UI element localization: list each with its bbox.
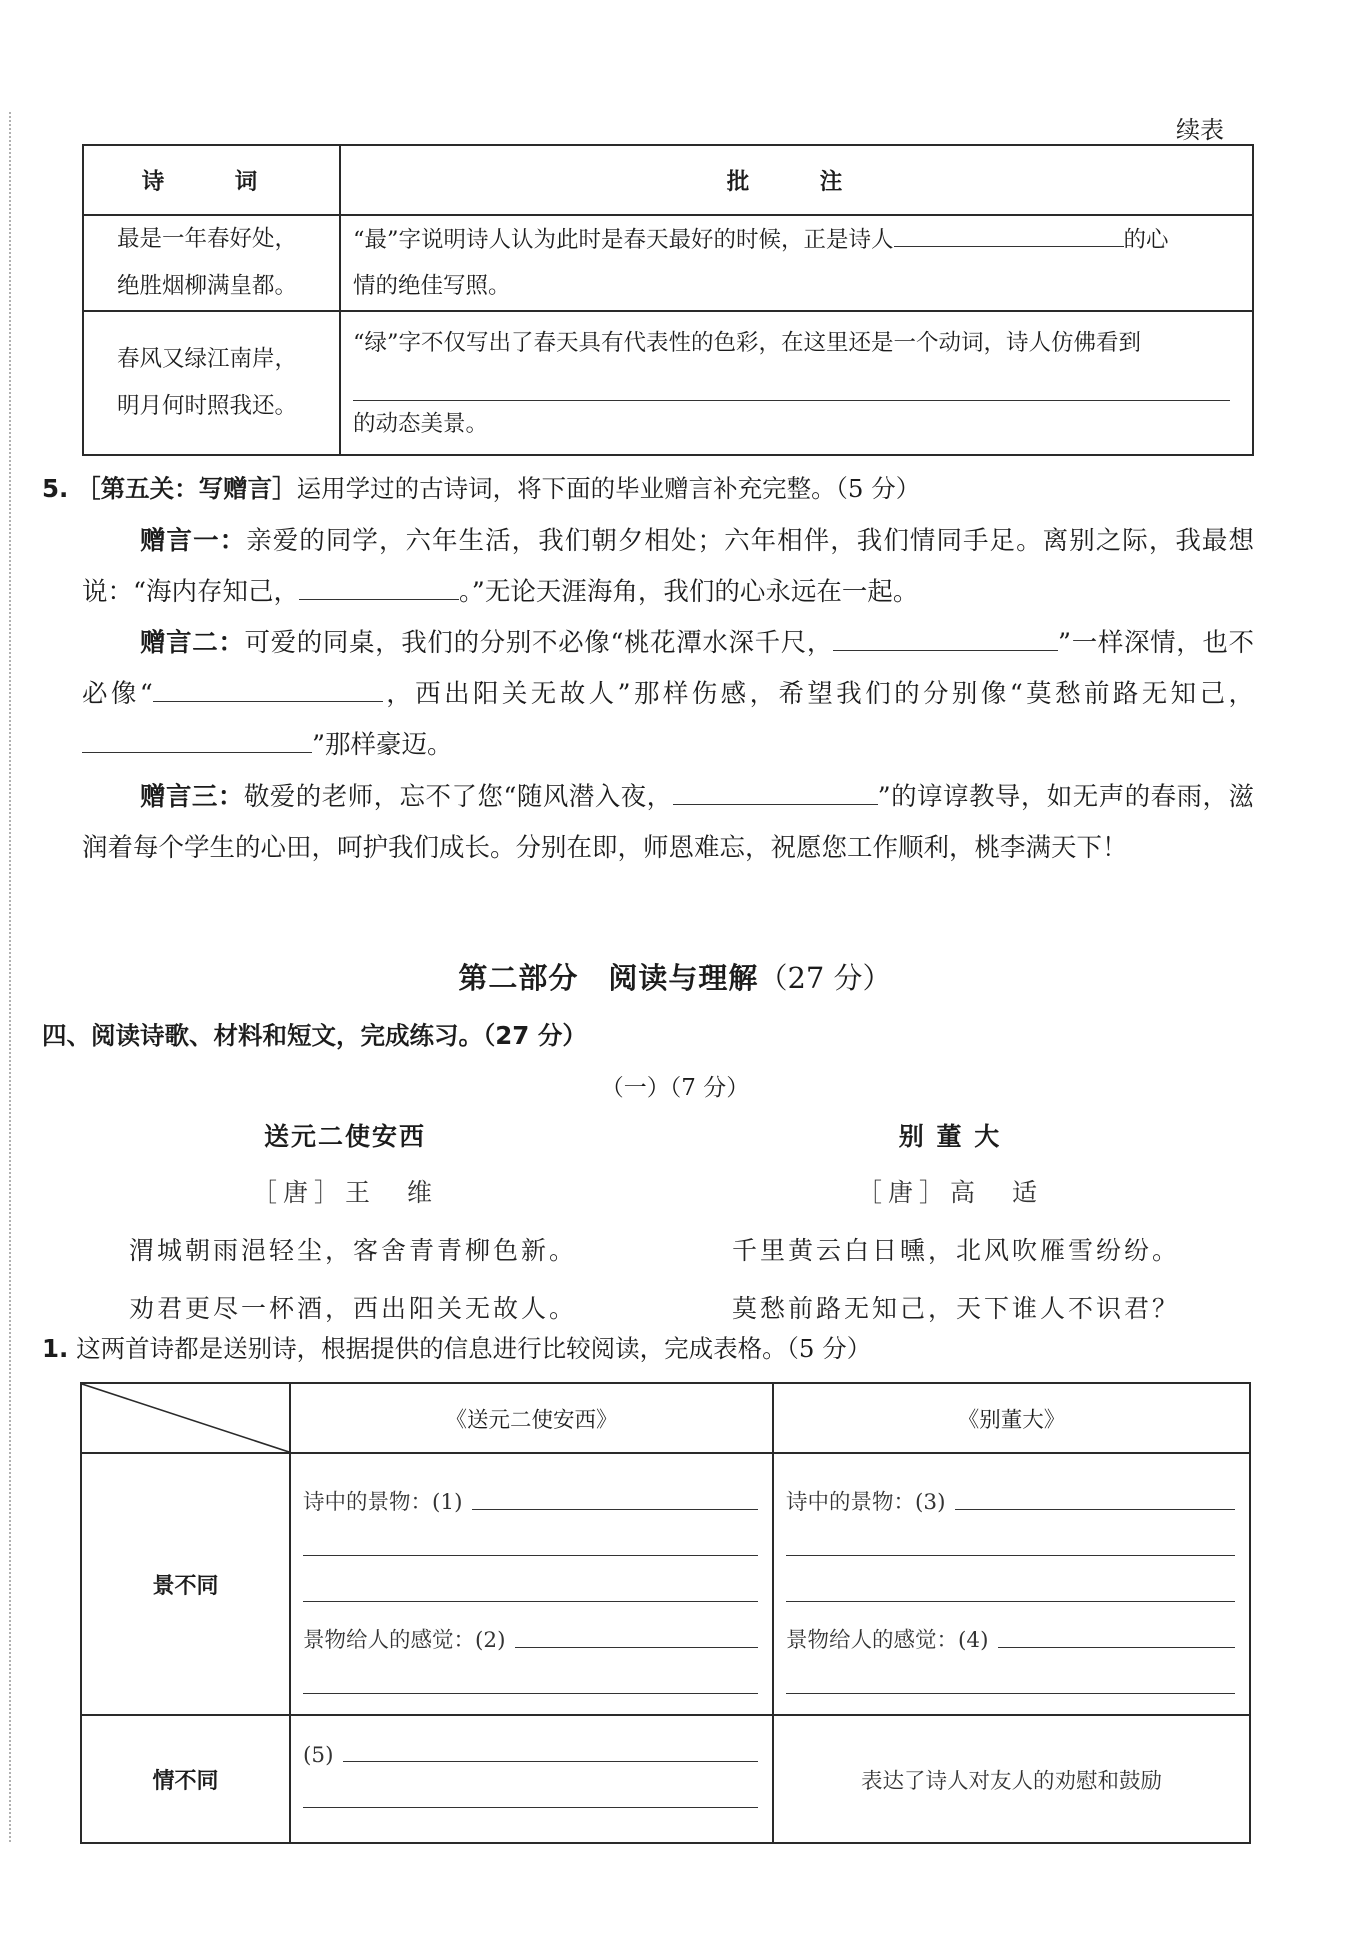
poem-line: 千里黄云白日曛，北风吹雁雪纷纷。 — [732, 1236, 1181, 1265]
answer-line[interactable] — [343, 1760, 758, 1762]
header-poem: 诗 词 — [83, 145, 340, 215]
poem-line: 莫愁前路无知己，天下谁人不识君？ — [732, 1294, 1181, 1323]
question-1: 1. 这两首诗都是送别诗，根据提供的信息进行比较阅读，完成表格。（5 分） — [42, 1334, 872, 1363]
gift-message-1: 赠言一：亲爱的同学，六年生活，我们朝夕相处；六年相伴，我们情同手足。离别之际，我最想说：“海内存知己， 。”无论天涯海角，我们的心永远在一起。 — [82, 526, 1254, 607]
answer-blank[interactable] — [894, 224, 1124, 248]
poem-right — [690, 1117, 1210, 1325]
poem-title: 送元二使安西 — [263, 1122, 426, 1151]
answer-line[interactable] — [353, 370, 1230, 401]
section-4-heading: 四、阅读诗歌、材料和短文，完成练习。（27 分） — [42, 1021, 587, 1050]
poem-author: ［唐］王 维 — [251, 1178, 438, 1207]
answer-line[interactable] — [786, 1601, 1235, 1602]
answer-line[interactable] — [472, 1508, 758, 1510]
scene-cell-1: 诗中的景物：(1) 景物给人的感觉：(2) — [290, 1453, 773, 1715]
table-row — [81, 1715, 1250, 1843]
row-label-scene: 景不同 — [81, 1453, 290, 1715]
answer-line[interactable] — [955, 1508, 1235, 1510]
emotion-cell-1: (5) — [290, 1715, 773, 1843]
answer-line[interactable] — [303, 1807, 758, 1808]
note-cell: “最”字说明诗人认为此时是春天最好的时候，正是诗人 的心 情的绝佳写照。 — [340, 215, 1253, 311]
answer-blank[interactable] — [833, 625, 1058, 652]
annotation-table-header — [83, 145, 1253, 215]
poem-cell: 春风又绿江南岸， 明月何时照我还。 — [83, 311, 340, 455]
part-title: 第二部分 阅读与理解（27 分） — [458, 961, 892, 995]
comparison-table-header — [81, 1383, 1250, 1453]
note-cell: “绿”字不仅写出了春天具有代表性的色彩，在这里还是一个动词，诗人仿佛看到 的动态美景。 — [340, 311, 1253, 455]
answer-line[interactable] — [515, 1646, 758, 1648]
gift-message-2: 赠言二：可爱的同桌，我们的分别不必像“桃花潭水深千尺， ”一样深情，也不必像“ ，西出阳关无故人”那样伤感，希望我们的分别像“莫愁前路无知己，”那样豪迈。 — [82, 618, 1254, 771]
answer-blank[interactable] — [299, 574, 459, 601]
table-row — [81, 1453, 1250, 1715]
answer-line[interactable] — [786, 1693, 1235, 1694]
row-label-emotion: 情不同 — [81, 1715, 290, 1843]
level-tag: ［第五关：写赠言］ — [76, 474, 297, 503]
header-note: 批 注 — [340, 145, 1253, 215]
answer-line[interactable] — [303, 1693, 758, 1694]
answer-line[interactable] — [786, 1555, 1235, 1556]
emotion-cell-2: 表达了诗人对友人的劝慰和鼓励 — [773, 1715, 1250, 1843]
subsection-heading: （一）（7 分） — [600, 1075, 750, 1101]
poem-left — [85, 1117, 605, 1325]
poem-title: 别 董 大 — [898, 1122, 1002, 1151]
annotation-table — [82, 144, 1254, 456]
diagonal-cell — [81, 1383, 290, 1453]
comparison-table — [80, 1382, 1251, 1844]
answer-line[interactable] — [998, 1646, 1235, 1648]
col-header-poem-1: 《送元二使安西》 — [290, 1383, 773, 1453]
col-header-poem-2: 《别董大》 — [773, 1383, 1250, 1453]
table-row — [83, 215, 1253, 311]
answer-blank[interactable] — [153, 676, 383, 703]
table-row — [83, 311, 1253, 455]
poem-line: 劝君更尽一杯酒，西出阳关无故人。 — [129, 1294, 578, 1323]
poem-author: ［唐］高 适 — [856, 1178, 1043, 1207]
scene-cell-2: 诗中的景物：(3) 景物给人的感觉：(4) — [773, 1453, 1250, 1715]
question-5: 5. ［第五关：写赠言］运用学过的古诗词，将下面的毕业赠言补充完整。（5 分） — [42, 474, 921, 503]
poem-line: 渭城朝雨浥轻尘，客舍青青柳色新。 — [129, 1236, 578, 1265]
diagonal-line — [82, 1384, 289, 1452]
poem-cell: 最是一年春好处， 绝胜烟柳满皇都。 — [83, 215, 340, 311]
answer-line[interactable] — [303, 1555, 758, 1556]
answer-line[interactable] — [303, 1601, 758, 1602]
answer-blank[interactable] — [673, 779, 878, 806]
continued-label: 续表 — [1176, 116, 1224, 144]
answer-blank[interactable] — [82, 727, 312, 754]
gift-message-3: 赠言三：敬爱的老师，忘不了您“随风潜入夜， ”的谆谆教导，如无声的春雨，滋润着每个学生的心田，呵护我们成长。分别在即，师恩难忘，祝愿您工作顺利，桃李满天下！ — [82, 772, 1254, 874]
